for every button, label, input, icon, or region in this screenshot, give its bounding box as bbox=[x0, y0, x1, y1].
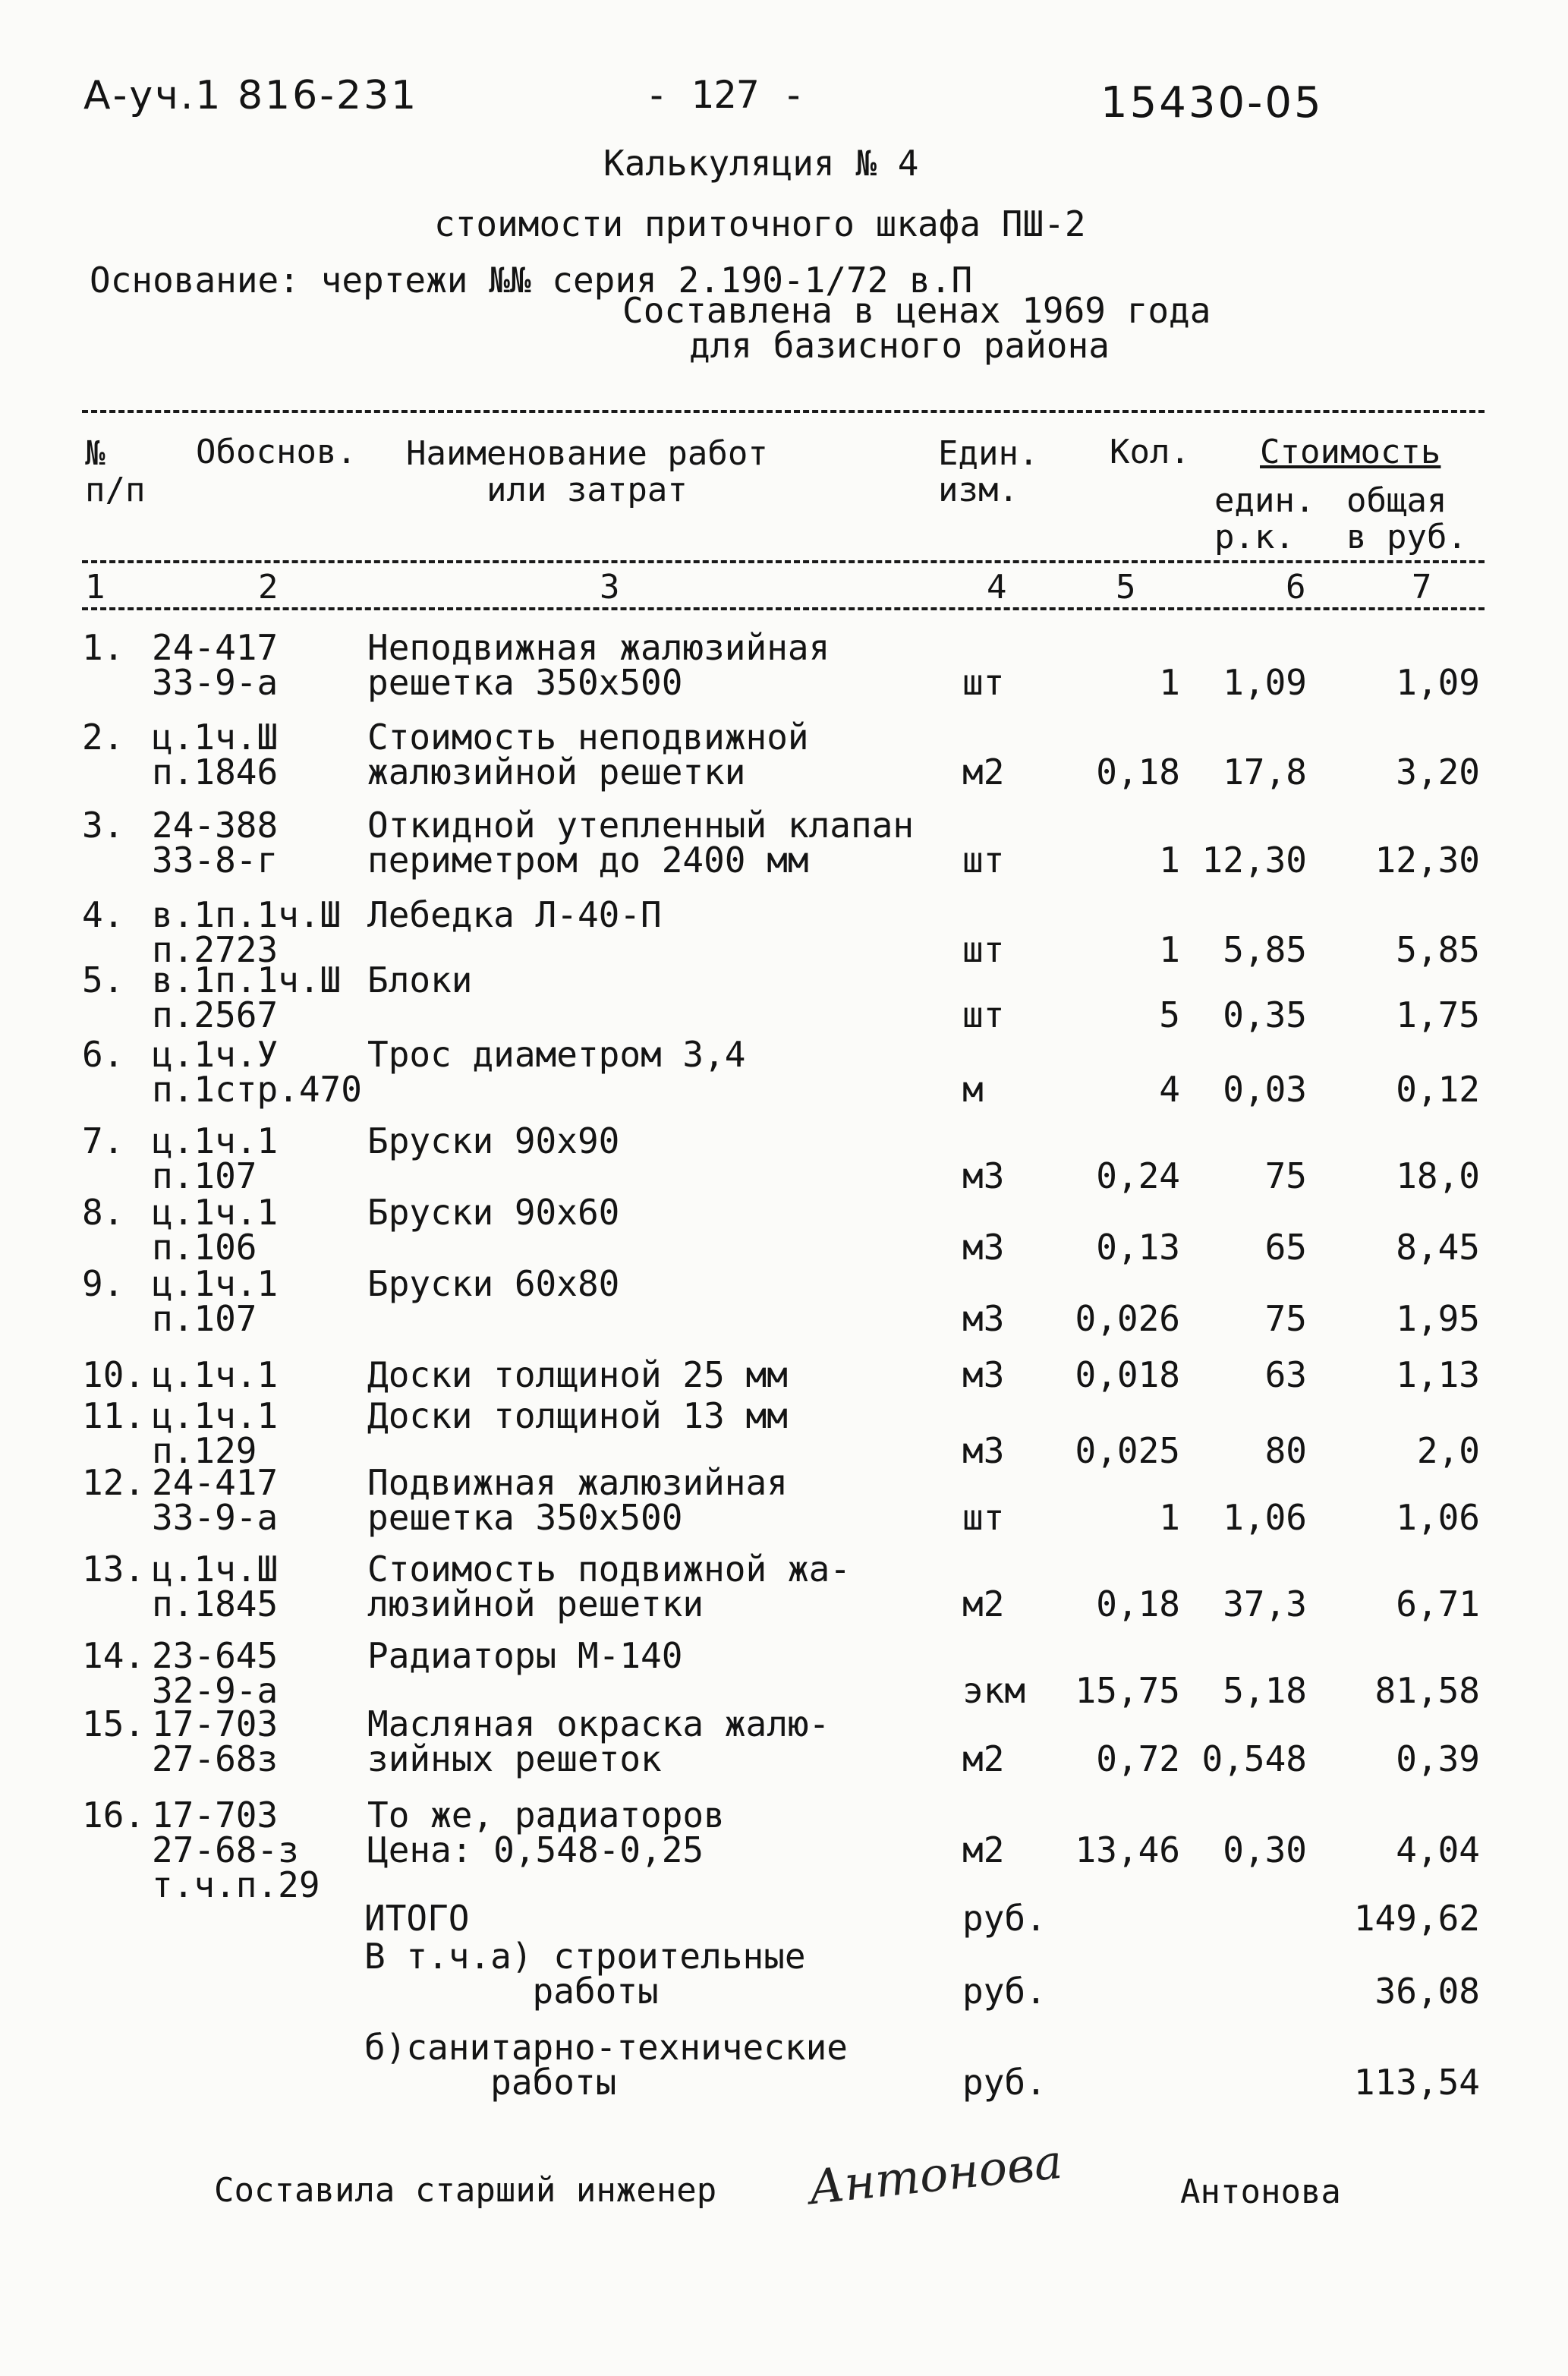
row-name: Радиаторы М-140 bbox=[367, 1635, 683, 1676]
row-total: 18,0 bbox=[1396, 1155, 1480, 1196]
column-number: 2 bbox=[258, 568, 279, 607]
row-number: 1. bbox=[82, 627, 124, 668]
row-total: 0,12 bbox=[1396, 1069, 1480, 1110]
page-title: Калькуляция № 4 bbox=[603, 143, 919, 184]
row-basis: ц.1ч.1 bbox=[152, 1354, 279, 1395]
column-number: 4 bbox=[987, 568, 1007, 607]
row-quantity: 1 bbox=[1159, 662, 1180, 703]
total-label: В т.ч.а) строительные работы bbox=[364, 1936, 806, 2012]
row-unit-price: 0,30 bbox=[1223, 1829, 1307, 1870]
page-subtitle: стоимости приточного шкафа ПШ-2 bbox=[434, 203, 1086, 244]
total-unit: руб. bbox=[962, 2062, 1047, 2103]
total-unit: руб. bbox=[962, 1898, 1047, 1939]
prices-line: Составлена в ценах 1969 года bbox=[622, 290, 1211, 331]
row-unit-price: 37,3 bbox=[1223, 1583, 1307, 1624]
row-quantity: 0,13 bbox=[1096, 1227, 1180, 1268]
row-unit-price: 5,18 bbox=[1223, 1670, 1307, 1711]
row-quantity: 1 bbox=[1159, 929, 1180, 970]
region-line: для базисного района bbox=[689, 325, 1110, 366]
row-unit: м2 bbox=[962, 1829, 1005, 1870]
row-total: 5,85 bbox=[1396, 929, 1480, 970]
row-unit-price: 75 bbox=[1264, 1298, 1307, 1339]
header-cost-total: общая в руб. bbox=[1346, 481, 1467, 556]
row-quantity: 0,18 bbox=[1096, 752, 1180, 793]
row-quantity: 0,24 bbox=[1096, 1155, 1180, 1196]
row-quantity: 1 bbox=[1159, 840, 1180, 881]
row-number: 2. bbox=[82, 717, 124, 758]
row-number: 10. bbox=[82, 1354, 146, 1395]
row-total: 0,39 bbox=[1396, 1738, 1480, 1779]
header-bottom-rule bbox=[82, 560, 1485, 563]
row-total: 1,95 bbox=[1396, 1298, 1480, 1339]
row-name: Доски толщиной 13 мм bbox=[367, 1395, 788, 1436]
row-number: 6. bbox=[82, 1034, 124, 1075]
row-unit: м2 bbox=[962, 1583, 1005, 1624]
row-number: 13. bbox=[82, 1549, 146, 1590]
header-unit: Един. изм. bbox=[938, 434, 1039, 509]
row-unit: шт bbox=[962, 662, 1005, 703]
column-number: 7 bbox=[1412, 568, 1432, 607]
row-total: 2,0 bbox=[1416, 1430, 1480, 1471]
row-quantity: 5 bbox=[1159, 994, 1180, 1035]
header-qty: Кол. bbox=[1110, 433, 1190, 471]
compiler-name: Антонова bbox=[1180, 2173, 1341, 2211]
compiled-by-label: Составила старший инженер bbox=[214, 2171, 717, 2210]
row-unit-price: 63 bbox=[1264, 1354, 1307, 1395]
row-name: То же, радиаторов Цена: 0,548-0,25 bbox=[367, 1795, 725, 1870]
row-name: Доски толщиной 25 мм bbox=[367, 1354, 788, 1395]
row-basis: ц.1ч.1 п.107 bbox=[152, 1120, 279, 1196]
column-number: 5 bbox=[1116, 568, 1136, 607]
row-quantity: 4 bbox=[1159, 1069, 1180, 1110]
row-quantity: 1 bbox=[1159, 1497, 1180, 1538]
total-unit: руб. bbox=[962, 1971, 1047, 2012]
row-unit: м3 bbox=[962, 1227, 1005, 1268]
row-unit: м3 bbox=[962, 1430, 1005, 1471]
row-name: Неподвижная жалюзийная решетка 350х500 bbox=[367, 627, 830, 703]
row-basis: ц.1ч.Ш п.1846 bbox=[152, 717, 279, 793]
total-amount: 149,62 bbox=[1353, 1898, 1480, 1939]
row-basis: 24-417 33-9-а bbox=[152, 1462, 279, 1538]
row-quantity: 13,46 bbox=[1075, 1829, 1180, 1870]
row-unit-price: 0,548 bbox=[1201, 1738, 1307, 1779]
row-unit-price: 75 bbox=[1264, 1155, 1307, 1196]
row-name: Бруски 60х80 bbox=[367, 1263, 620, 1304]
row-name: Бруски 90х90 bbox=[367, 1120, 620, 1161]
row-unit: шт bbox=[962, 929, 1005, 970]
row-number: 14. bbox=[82, 1635, 146, 1676]
row-number: 16. bbox=[82, 1795, 146, 1836]
row-unit-price: 65 bbox=[1264, 1227, 1307, 1268]
column-number: 3 bbox=[600, 568, 620, 607]
row-total: 8,45 bbox=[1396, 1227, 1480, 1268]
row-quantity: 0,018 bbox=[1075, 1354, 1180, 1395]
row-basis: в.1п.1ч.Ш п.2723 bbox=[152, 894, 342, 970]
row-unit-price: 80 bbox=[1264, 1430, 1307, 1471]
row-basis: 17-703 27-68-з т.ч.п.29 bbox=[152, 1795, 320, 1905]
row-basis: 24-388 33-8-г bbox=[152, 805, 279, 881]
row-name: Трос диаметром 3,4 bbox=[367, 1034, 746, 1075]
row-quantity: 0,72 bbox=[1096, 1738, 1180, 1779]
column-numbers-rule bbox=[82, 607, 1485, 610]
row-total: 81,58 bbox=[1374, 1670, 1480, 1711]
row-name: Масляная окраска жалю- зийных решеток bbox=[367, 1703, 830, 1779]
column-number: 1 bbox=[85, 568, 105, 607]
row-name: Стоимость неподвижной жалюзийной решетки bbox=[367, 717, 809, 793]
header-cost: Стоимость bbox=[1260, 433, 1441, 471]
row-name: Откидной утепленный клапан периметром до 2400 мм bbox=[367, 805, 915, 881]
row-quantity: 0,026 bbox=[1075, 1298, 1180, 1339]
row-quantity: 0,025 bbox=[1075, 1430, 1180, 1471]
row-unit: шт bbox=[962, 994, 1005, 1035]
row-number: 3. bbox=[82, 805, 124, 846]
row-name: Лебедка Л-40-П bbox=[367, 894, 662, 935]
row-total: 6,71 bbox=[1396, 1583, 1480, 1624]
row-basis: в.1п.1ч.Ш п.2567 bbox=[152, 960, 342, 1035]
row-unit: м2 bbox=[962, 1738, 1005, 1779]
row-number: 15. bbox=[82, 1703, 146, 1744]
row-total: 1,06 bbox=[1396, 1497, 1480, 1538]
row-basis: ц.1ч.Ш п.1845 bbox=[152, 1549, 279, 1624]
row-basis: ц.1ч.1 п.106 bbox=[152, 1192, 279, 1268]
row-unit: шт bbox=[962, 840, 1005, 881]
row-unit: м2 bbox=[962, 752, 1005, 793]
row-quantity: 15,75 bbox=[1075, 1670, 1180, 1711]
row-total: 12,30 bbox=[1374, 840, 1480, 881]
row-unit-price: 0,03 bbox=[1223, 1069, 1307, 1110]
row-unit-price: 0,35 bbox=[1223, 994, 1307, 1035]
row-name: Стоимость подвижной жа- люзийной решетки bbox=[367, 1549, 851, 1624]
total-amount: 36,08 bbox=[1374, 1971, 1480, 2012]
total-amount: 113,54 bbox=[1353, 2062, 1480, 2103]
row-basis: ц.1ч.1 п.107 bbox=[152, 1263, 279, 1339]
row-number: 8. bbox=[82, 1192, 124, 1233]
row-unit: м3 bbox=[962, 1298, 1005, 1339]
row-total: 1,75 bbox=[1396, 994, 1480, 1035]
column-number: 6 bbox=[1286, 568, 1306, 607]
row-basis: 17-703 27-68з bbox=[152, 1703, 279, 1779]
row-number: 7. bbox=[82, 1120, 124, 1161]
row-basis: 24-417 33-9-а bbox=[152, 627, 279, 703]
row-unit-price: 12,30 bbox=[1201, 840, 1307, 881]
row-unit-price: 1,09 bbox=[1223, 662, 1307, 703]
row-name: Подвижная жалюзийная решетка 350х500 bbox=[367, 1462, 788, 1538]
row-quantity: 0,18 bbox=[1096, 1583, 1180, 1624]
header-basis: Обоснов. bbox=[196, 433, 357, 471]
row-unit: м3 bbox=[962, 1354, 1005, 1395]
row-name: Бруски 90х60 bbox=[367, 1192, 620, 1233]
row-number: 9. bbox=[82, 1263, 124, 1304]
handwritten-signature: Антонова bbox=[806, 2133, 1065, 2216]
row-basis: ц.1ч.У п.1стр.470 bbox=[152, 1034, 362, 1110]
row-unit-price: 1,06 bbox=[1223, 1497, 1307, 1538]
row-basis: ц.1ч.1 п.129 bbox=[152, 1395, 279, 1471]
total-label: б)санитарно-технические работы bbox=[364, 2027, 848, 2103]
row-unit-price: 17,8 bbox=[1223, 752, 1307, 793]
header-num: № п/п bbox=[85, 434, 146, 509]
document-code: 15430-05 bbox=[1100, 78, 1324, 128]
row-number: 11. bbox=[82, 1395, 146, 1436]
archive-reference: А-уч.1 816-231 bbox=[83, 73, 419, 118]
table-top-rule bbox=[82, 410, 1485, 413]
page-number: - 127 - bbox=[645, 73, 805, 117]
row-name: Блоки bbox=[367, 960, 473, 1001]
row-total: 1,09 bbox=[1396, 662, 1480, 703]
total-label: ИТОГО bbox=[364, 1898, 470, 1939]
row-unit: шт bbox=[962, 1497, 1005, 1538]
row-number: 4. bbox=[82, 894, 124, 935]
header-cost-unit: един. р.к. bbox=[1214, 481, 1315, 556]
row-number: 5. bbox=[82, 960, 124, 1001]
row-unit-price: 5,85 bbox=[1223, 929, 1307, 970]
row-total: 3,20 bbox=[1396, 752, 1480, 793]
basis-line: Основание: чертежи №№ серия 2.190-1/72 в.П bbox=[90, 260, 973, 301]
row-basis: 23-645 32-9-а bbox=[152, 1635, 279, 1711]
row-unit: м bbox=[962, 1069, 984, 1110]
row-unit: м3 bbox=[962, 1155, 1005, 1196]
header-name: Наименование работ или затрат bbox=[406, 434, 768, 509]
row-total: 4,04 bbox=[1396, 1829, 1480, 1870]
row-unit: экм bbox=[962, 1670, 1026, 1711]
row-total: 1,13 bbox=[1396, 1354, 1480, 1395]
row-number: 12. bbox=[82, 1462, 146, 1503]
